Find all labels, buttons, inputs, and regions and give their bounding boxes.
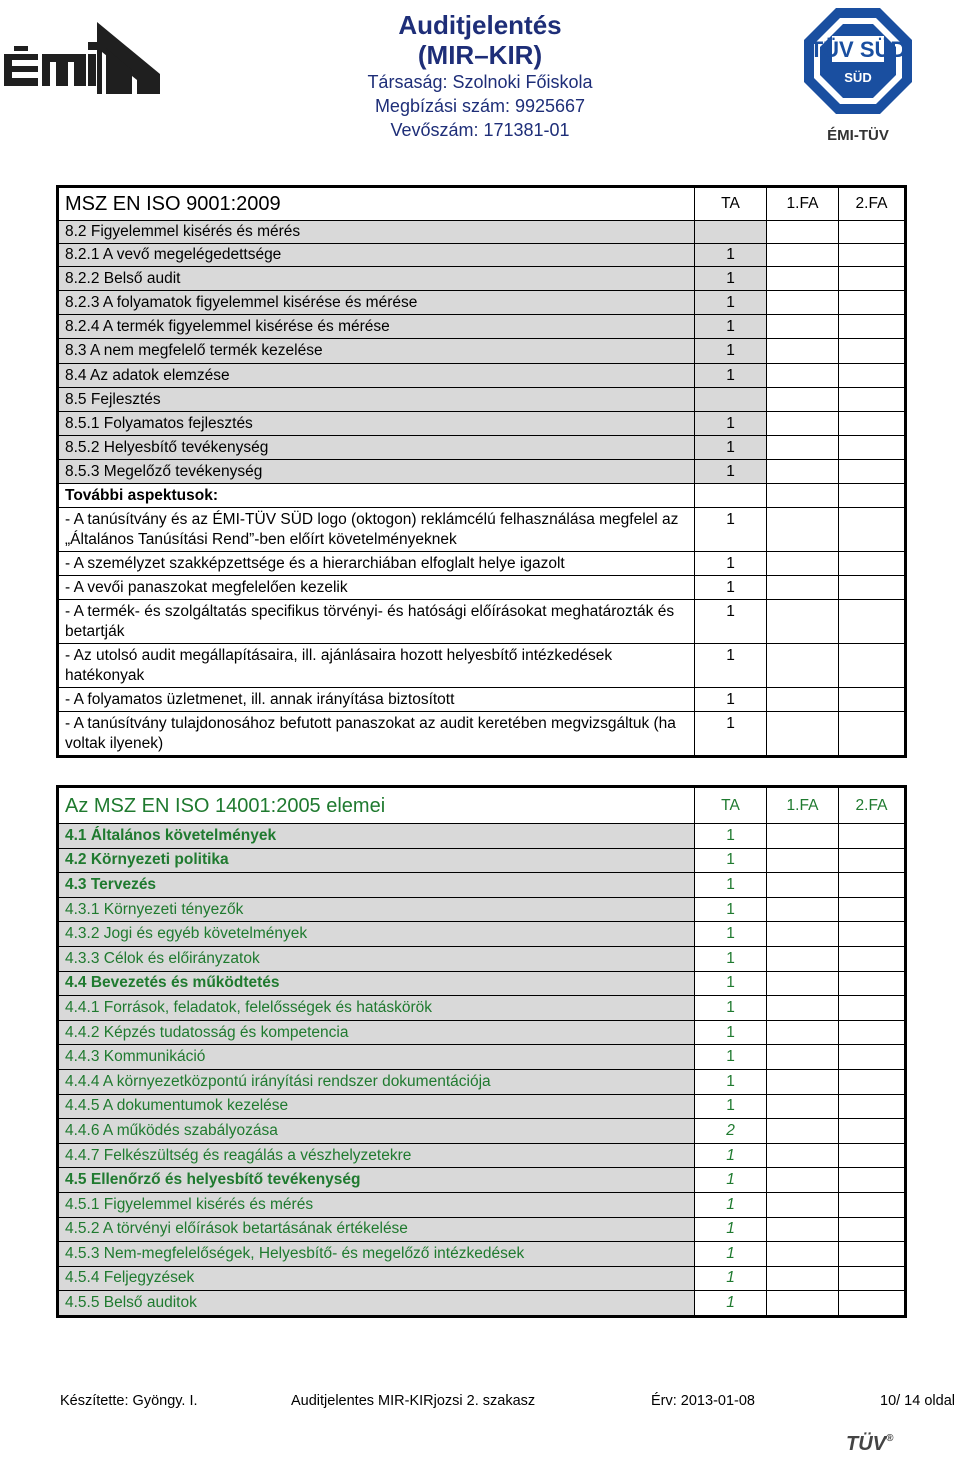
row-fa1-value — [767, 1020, 839, 1045]
row-ta-value: 1 — [695, 1192, 767, 1217]
table-row — [59, 644, 905, 688]
row-ta-value: 1 — [695, 1045, 767, 1070]
table-row — [59, 1242, 905, 1267]
footer-author: Készítette: Gyöngy. I. — [60, 1393, 198, 1409]
aspects-header-row — [59, 484, 905, 508]
aspect-fa1-value — [767, 688, 839, 712]
aspect-fa2-value — [839, 600, 905, 644]
row-ta-value — [695, 221, 767, 244]
aspect-label: - A tanúsítvány tulajdonosához befutott panaszokat az audit keretében megvizsgáltuk (ha voltak ilyenek) — [59, 712, 695, 756]
row-fa2-value — [839, 971, 905, 996]
footer-page-number: 10/ 14 oldal — [880, 1393, 955, 1409]
row-label: 4.4.6 A működés szabályozása — [59, 1119, 695, 1144]
row-label: 8.4 Az adatok elemzése — [59, 364, 695, 388]
col-header-fa1: 1.FA — [767, 188, 839, 221]
row-fa1-value — [767, 1217, 839, 1242]
table-row — [59, 1020, 905, 1045]
row-label: 4.4.1 Források, feladatok, felelősségek és hatáskörök — [59, 996, 695, 1021]
aspect-label: - A vevői panaszokat megfelelően kezelik — [59, 576, 695, 600]
table-row — [59, 1217, 905, 1242]
row-label: 4.1 Általános követelmények — [59, 824, 695, 849]
row-ta-value: 1 — [695, 460, 767, 484]
table-row — [59, 221, 905, 244]
row-ta-value: 1 — [695, 996, 767, 1021]
table-row — [59, 364, 905, 388]
row-fa2-value — [839, 1020, 905, 1045]
emi-logo — [2, 14, 162, 94]
row-ta-value: 2 — [695, 1119, 767, 1144]
row-fa1-value — [767, 873, 839, 898]
table-row — [59, 1094, 905, 1119]
aspect-ta-value: 1 — [695, 688, 767, 712]
aspect-fa1-value — [767, 576, 839, 600]
row-fa1-value — [767, 221, 839, 244]
row-label: 4.4.5 A dokumentumok kezelése — [59, 1094, 695, 1119]
aspect-label: - A folyamatos üzletmenet, ill. annak irányítása biztosított — [59, 688, 695, 712]
iso14001-table — [58, 787, 905, 1316]
row-ta-value: 1 — [695, 1217, 767, 1242]
row-ta-value: 1 — [695, 1266, 767, 1291]
row-label: 4.4.4 A környezetközpontú irányítási rendszer dokumentációja — [59, 1069, 695, 1094]
row-ta-value: 1 — [695, 291, 767, 315]
row-fa1-value — [767, 339, 839, 364]
col-header-ta: TA — [695, 188, 767, 221]
row-fa2-value — [839, 1094, 905, 1119]
row-fa1-value — [767, 824, 839, 849]
aspect-fa2-value — [839, 576, 905, 600]
aspect-fa1-value — [767, 508, 839, 552]
row-fa2-value — [839, 1291, 905, 1316]
row-label: 8.2.3 A folyamatok figyelemmel kisérése és mérése — [59, 291, 695, 315]
col-header-fa1-2: 1.FA — [767, 788, 839, 824]
aspect-ta-value: 1 — [695, 712, 767, 756]
row-ta-value: 1 — [695, 848, 767, 873]
row-fa1-value — [767, 946, 839, 971]
row-fa1-value — [767, 315, 839, 339]
row-ta-value: 1 — [695, 873, 767, 898]
row-ta-value: 1 — [695, 364, 767, 388]
table-row — [59, 946, 905, 971]
row-fa2-value — [839, 824, 905, 849]
svg-text:SÜD: SÜD — [844, 70, 872, 85]
emi-logo-graphic — [2, 14, 162, 94]
table-row — [59, 460, 905, 484]
row-fa2-value — [839, 1168, 905, 1193]
row-fa1-value — [767, 1119, 839, 1144]
row-fa1-value — [767, 1069, 839, 1094]
row-fa2-value — [839, 388, 905, 412]
col-header-ta-2: TA — [695, 788, 767, 824]
row-ta-value: 1 — [695, 1020, 767, 1045]
aspect-ta-value: 1 — [695, 508, 767, 552]
row-fa2-value — [839, 1119, 905, 1144]
row-fa1-value — [767, 1168, 839, 1193]
row-fa2-value — [839, 339, 905, 364]
table-row — [59, 576, 905, 600]
row-fa1-value — [767, 996, 839, 1021]
aspect-ta-value: 1 — [695, 600, 767, 644]
table-row — [59, 315, 905, 339]
aspects-title: További aspektusok: — [59, 484, 695, 508]
row-fa2-value — [839, 873, 905, 898]
aspect-label: - A tanúsítvány és az ÉMI-TÜV SÜD logo (oktogon) reklámcélú felhasználása megfelel az „Általános Tanúsítási Rend”-ben előírt követelményeknek — [59, 508, 695, 552]
table-row — [59, 824, 905, 849]
row-fa1-value — [767, 244, 839, 267]
tuv-octagon-icon — [800, 6, 916, 116]
row-fa2-value — [839, 244, 905, 267]
aspect-label: - A termék- és szolgáltatás specifikus törvényi- és hatósági előírásokat meghatározták és betartják — [59, 600, 695, 644]
row-fa2-value — [839, 412, 905, 436]
aspect-fa1-value — [767, 712, 839, 756]
row-ta-value: 1 — [695, 267, 767, 291]
row-label: 8.2.1 A vevő megelégedettsége — [59, 244, 695, 267]
row-label: 4.3.2 Jogi és egyéb követelmények — [59, 922, 695, 947]
order-number: Megbízási szám: 9925667 — [374, 96, 586, 116]
row-label: 4.5 Ellenőrző és helyesbítő tevékenység — [59, 1168, 695, 1193]
table-row — [59, 1045, 905, 1070]
row-label: 4.3.1 Környezeti tényezők — [59, 897, 695, 922]
report-subtitle: (MIR–KIR) — [417, 40, 543, 70]
row-ta-value: 1 — [695, 897, 767, 922]
row-ta-value: 1 — [695, 315, 767, 339]
table-row — [59, 244, 905, 267]
aspect-fa2-value — [839, 688, 905, 712]
aspect-ta-value: 1 — [695, 576, 767, 600]
table-row — [59, 1143, 905, 1168]
row-fa1-value — [767, 1242, 839, 1267]
aspect-fa1-value — [767, 600, 839, 644]
row-label: 4.4.3 Kommunikáció — [59, 1045, 695, 1070]
table-row — [59, 1069, 905, 1094]
table-row — [59, 712, 905, 756]
table-row — [59, 971, 905, 996]
row-ta-value: 1 — [695, 1242, 767, 1267]
row-label: 4.5.3 Nem-megfelelőségek, Helyesbítő- és megelőző intézkedések — [59, 1242, 695, 1267]
aspect-fa2-value — [839, 508, 905, 552]
table-row — [59, 1291, 905, 1316]
aspect-fa2-value — [839, 644, 905, 688]
row-fa2-value — [839, 1192, 905, 1217]
aspect-fa2-value — [839, 712, 905, 756]
row-fa2-value — [839, 922, 905, 947]
row-fa1-value — [767, 1143, 839, 1168]
row-ta-value: 1 — [695, 1069, 767, 1094]
row-ta-value: 1 — [695, 436, 767, 460]
row-ta-value: 1 — [695, 824, 767, 849]
row-ta-value: 1 — [695, 1143, 767, 1168]
row-fa2-value — [839, 1045, 905, 1070]
row-fa2-value — [839, 436, 905, 460]
table-row — [59, 688, 905, 712]
row-fa2-value — [839, 1069, 905, 1094]
aspect-ta-value: 1 — [695, 644, 767, 688]
row-label: 8.3 A nem megfelelő termék kezelése — [59, 339, 695, 364]
tuv-logo-text: TÜV SÜD — [809, 37, 907, 62]
report-title: Auditjelentés — [398, 10, 562, 40]
tuv-logo — [800, 6, 916, 142]
row-label: 4.5.5 Belső auditok — [59, 1291, 695, 1316]
row-fa2-value — [839, 1143, 905, 1168]
row-fa1-value — [767, 364, 839, 388]
row-label: 4.5.2 A törvényi előírások betartásának értékelése — [59, 1217, 695, 1242]
customer-number: Vevőszám: 171381-01 — [390, 120, 570, 140]
table-row — [59, 436, 905, 460]
aspect-ta-value: 1 — [695, 552, 767, 576]
table-row — [59, 291, 905, 315]
table-row — [59, 1192, 905, 1217]
row-label: 8.5.2 Helyesbítő tevékenység — [59, 436, 695, 460]
table-row — [59, 412, 905, 436]
table-row — [59, 1266, 905, 1291]
row-ta-value: 1 — [695, 1291, 767, 1316]
row-label: 8.5 Fejlesztés — [59, 388, 695, 412]
tuv-logo-caption: ÉMI-TÜV — [827, 127, 889, 144]
row-fa1-value — [767, 388, 839, 412]
table-row — [59, 600, 905, 644]
aspect-fa1-value — [767, 552, 839, 576]
iso9001-table — [58, 187, 905, 756]
row-ta-value: 1 — [695, 1168, 767, 1193]
row-fa2-value — [839, 267, 905, 291]
table-row — [59, 996, 905, 1021]
iso9001-title: MSZ EN ISO 9001:2009 — [59, 188, 695, 221]
row-fa1-value — [767, 1094, 839, 1119]
table-row — [59, 848, 905, 873]
company-line: Társaság: Szolnoki Főiskola — [367, 72, 593, 92]
row-label: 4.4.2 Képzés tudatosság és kompetencia — [59, 1020, 695, 1045]
row-fa1-value — [767, 267, 839, 291]
table-row — [59, 339, 905, 364]
footer-tuv-logo: TÜV® — [846, 1433, 894, 1455]
row-ta-value: 1 — [695, 971, 767, 996]
row-fa1-value — [767, 291, 839, 315]
row-fa1-value — [767, 848, 839, 873]
row-fa2-value — [839, 848, 905, 873]
row-ta-value — [695, 388, 767, 412]
report-header — [300, 10, 660, 142]
aspect-label: - A személyzet szakképzettsége és a hierarchiában elfoglalt helye igazolt — [59, 552, 695, 576]
row-fa2-value — [839, 221, 905, 244]
row-fa2-value — [839, 1266, 905, 1291]
row-fa1-value — [767, 1266, 839, 1291]
row-label: 4.3 Tervezés — [59, 873, 695, 898]
footer-valid-date: Érv: 2013-01-08 — [651, 1393, 755, 1409]
row-fa2-value — [839, 1242, 905, 1267]
table-row — [59, 388, 905, 412]
row-fa2-value — [839, 460, 905, 484]
table-row — [59, 922, 905, 947]
row-fa1-value — [767, 1045, 839, 1070]
row-label: 4.5.4 Feljegyzések — [59, 1266, 695, 1291]
row-label: 8.5.1 Folyamatos fejlesztés — [59, 412, 695, 436]
row-label: 8.2 Figyelemmel kisérés és mérés — [59, 221, 695, 244]
row-fa2-value — [839, 897, 905, 922]
row-ta-value: 1 — [695, 412, 767, 436]
iso14001-title: Az MSZ EN ISO 14001:2005 elemei — [59, 788, 695, 824]
row-fa1-value — [767, 412, 839, 436]
row-label: 4.5.1 Figyelemmel kisérés és mérés — [59, 1192, 695, 1217]
row-label: 4.4 Bevezetés és működtetés — [59, 971, 695, 996]
row-fa1-value — [767, 922, 839, 947]
row-fa1-value — [767, 971, 839, 996]
row-ta-value: 1 — [695, 922, 767, 947]
table-row — [59, 897, 905, 922]
col-header-fa2: 2.FA — [839, 188, 905, 221]
table-row — [59, 873, 905, 898]
footer-document: Auditjelentes MIR-KIRjozsi 2. szakasz — [291, 1393, 536, 1409]
row-fa1-value — [767, 1291, 839, 1316]
row-label: 8.2.2 Belső audit — [59, 267, 695, 291]
row-ta-value: 1 — [695, 946, 767, 971]
table-row — [59, 267, 905, 291]
row-label: 8.2.4 A termék figyelemmel kisérése és mérése — [59, 315, 695, 339]
table-row — [59, 1168, 905, 1193]
row-fa2-value — [839, 996, 905, 1021]
table-row — [59, 552, 905, 576]
row-label: 4.3.3 Célok és előirányzatok — [59, 946, 695, 971]
row-fa1-value — [767, 460, 839, 484]
aspect-label: - Az utolsó audit megállapításaira, ill. ajánlásaira hozott helyesbítő intézkedések hatékonyak — [59, 644, 695, 688]
row-ta-value: 1 — [695, 339, 767, 364]
row-ta-value: 1 — [695, 1094, 767, 1119]
row-fa2-value — [839, 364, 905, 388]
row-fa2-value — [839, 315, 905, 339]
table-row — [59, 1119, 905, 1144]
row-fa2-value — [839, 291, 905, 315]
row-fa2-value — [839, 946, 905, 971]
table-row — [59, 508, 905, 552]
aspect-fa1-value — [767, 644, 839, 688]
row-fa2-value — [839, 1217, 905, 1242]
row-label: 4.4.7 Felkészültség és reagálás a vészhelyzetekre — [59, 1143, 695, 1168]
row-label: 4.2 Környezeti politika — [59, 848, 695, 873]
row-ta-value: 1 — [695, 244, 767, 267]
row-fa1-value — [767, 436, 839, 460]
row-fa1-value — [767, 1192, 839, 1217]
row-fa1-value — [767, 897, 839, 922]
aspect-fa2-value — [839, 552, 905, 576]
col-header-fa2-2: 2.FA — [839, 788, 905, 824]
row-label: 8.5.3 Megelőző tevékenység — [59, 460, 695, 484]
